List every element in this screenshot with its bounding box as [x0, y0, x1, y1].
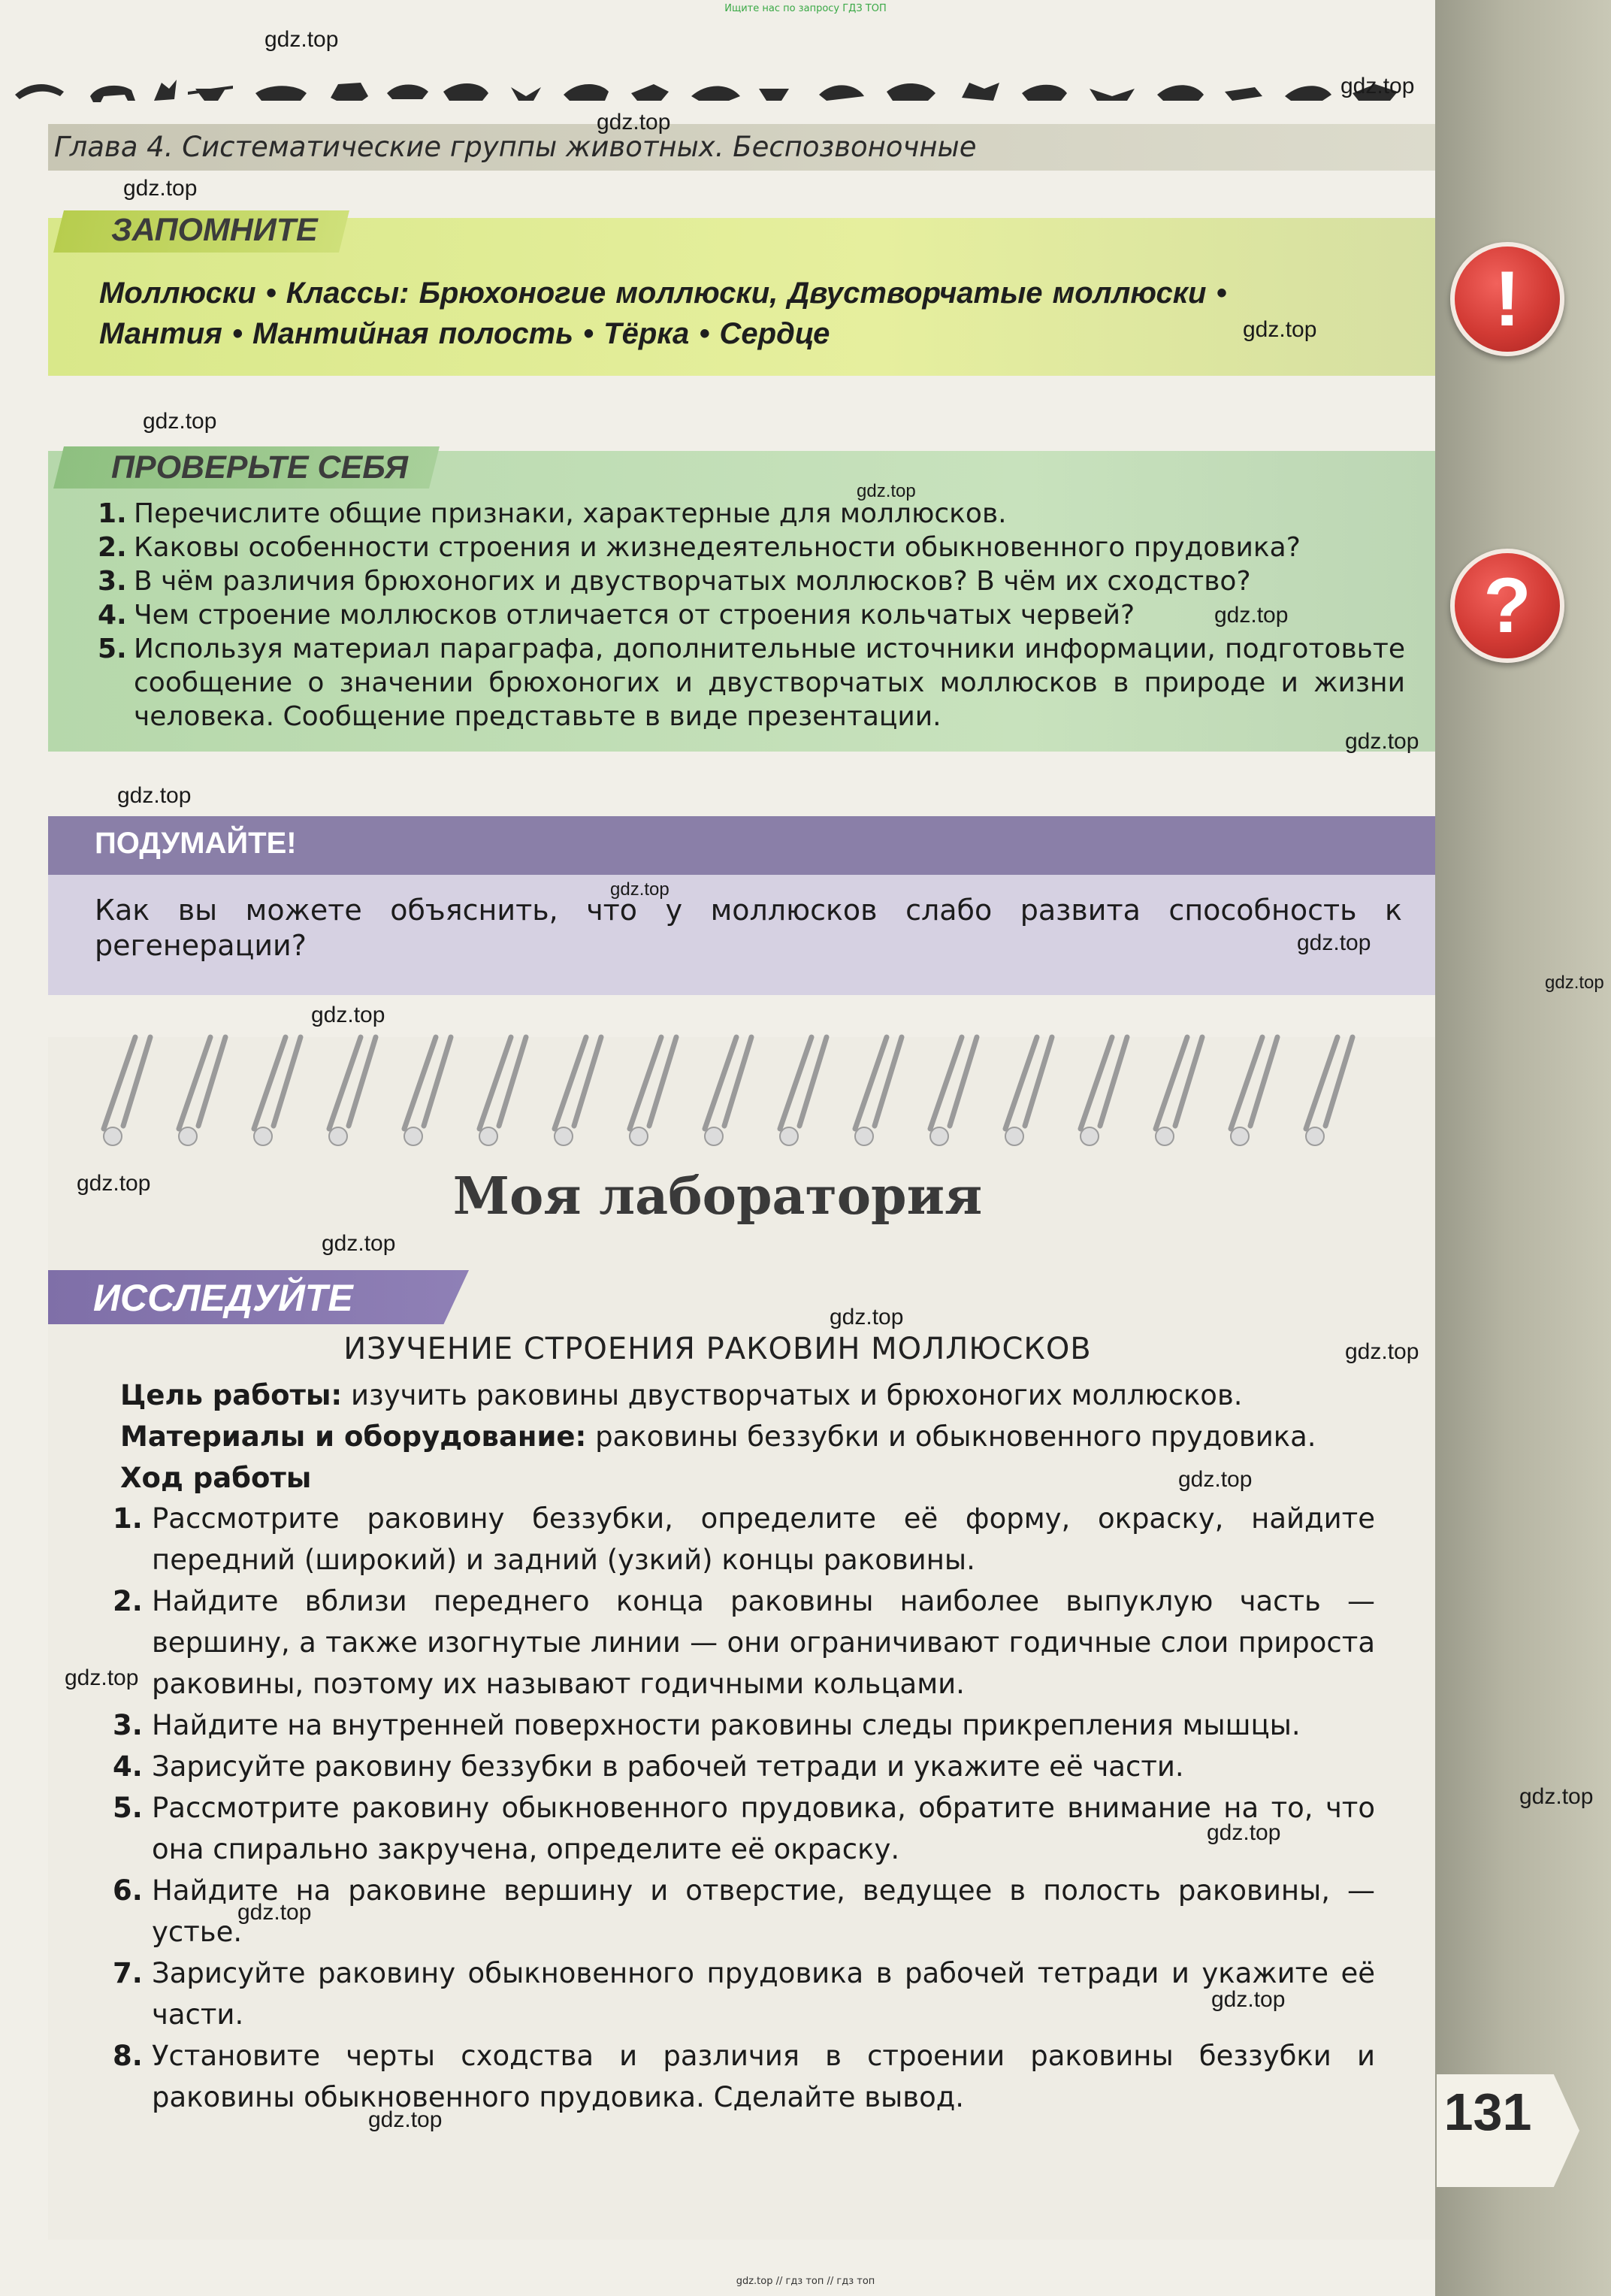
watermark: gdz.top [123, 176, 198, 201]
materials-text: раковины беззубки и обыкновенного прудовика. [595, 1420, 1316, 1453]
question-text: Используя материал параграфа, дополнительные источники информации, подготовьте сообщение о значении брюхоногих и двустворчатых моллюсков в природе и жизни человека. Сообщение представьте в виде презентации. [134, 634, 1405, 732]
step-number: 4. [113, 1750, 143, 1783]
animal-silhouettes-strip [8, 66, 1420, 113]
lab-goal [120, 1379, 1243, 1411]
lab-materials [120, 1420, 1316, 1453]
watermark: gdz.top [1243, 317, 1317, 342]
watermark: gdz.top [1207, 1820, 1281, 1845]
lab-step [113, 1581, 1375, 1705]
watermark: gdz.top [1345, 729, 1419, 754]
watermark: gdz.top [1545, 973, 1604, 993]
lab-subtitle: ИЗУЧЕНИЕ СТРОЕНИЯ РАКОВИН МОЛЛЮСКОВ [343, 1332, 1092, 1366]
watermark: gdz.top [1214, 603, 1289, 628]
question-text: В чём различия брюхоногих и двустворчатых моллюсков? В чём их сходство? [134, 566, 1251, 597]
procedure-label: Ход работы [120, 1462, 312, 1494]
explore-title: ИССЛЕДУЙТЕ [93, 1277, 353, 1319]
question-number: 4. [98, 600, 127, 631]
watermark: gdz.top [1340, 74, 1415, 98]
lab-step [113, 1746, 1375, 1787]
watermark: gdz.top [1297, 930, 1371, 955]
notebook-spiral-binding [90, 1031, 1383, 1159]
chapter-title: Глава 4. Систематические группы животных. Беспозвоночные [54, 131, 977, 163]
watermark: gdz.top [322, 1231, 396, 1256]
watermark: gdz.top [1211, 1987, 1286, 2012]
goal-text: изучить раковины двустворчатых и брюхоногих моллюсков. [350, 1379, 1243, 1411]
watermark: gdz.top [857, 481, 916, 501]
watermark: gdz.top [1178, 1467, 1253, 1492]
step-number: 6. [113, 1874, 143, 1907]
lab-title: Моя лаборатория [452, 1166, 983, 1227]
question-number: 2. [98, 532, 127, 563]
watermark: gdz.top [143, 409, 217, 434]
footer-links: gdz.top // гдз топ // гдз топ [736, 2276, 875, 2287]
question-item [98, 497, 1405, 531]
question-number: 5. [98, 634, 127, 664]
watermark: gdz.top [77, 1171, 151, 1196]
watermark: gdz.top [368, 2107, 443, 2132]
watermark: gdz.top [597, 110, 671, 135]
materials-label: Материалы и оборудование: [120, 1420, 587, 1453]
step-number: 7. [113, 1957, 143, 1989]
question-text: Перечислите общие признаки, характерные для моллюсков. [134, 498, 1007, 529]
question-item [98, 531, 1405, 564]
question-item [98, 564, 1405, 598]
remember-title: ЗАПОМНИТЕ [111, 212, 318, 248]
question-number: 1. [98, 498, 127, 529]
watermark: gdz.top [311, 1003, 385, 1027]
question-icon: ? [1450, 549, 1564, 663]
watermark: gdz.top [65, 1665, 139, 1690]
step-number: 3. [113, 1709, 143, 1741]
exclamation-icon: ! [1450, 242, 1564, 356]
lab-step [113, 1787, 1375, 1870]
question-number: 3. [98, 566, 127, 597]
remember-terms-line-2: Мантия • Мантийная полость • Тёрка • Сердце [99, 317, 830, 350]
step-text: Найдите на раковине вершину и отверстие, ведущее в полость раковины, — устье. [152, 1874, 1375, 1948]
watermark: gdz.top [610, 879, 669, 900]
lab-step [113, 1705, 1375, 1746]
watermark: gdz.top [237, 1900, 312, 1925]
watermark: gdz.top [117, 783, 192, 808]
question-item [98, 598, 1405, 632]
step-number: 2. [113, 1585, 143, 1617]
lab-step [113, 1498, 1375, 1581]
page-number: 131 [1443, 2083, 1532, 2141]
watermark: gdz.top [830, 1305, 904, 1330]
step-text: Найдите на внутренней поверхности раковины следы прикрепления мышцы. [152, 1709, 1301, 1741]
step-number: 1. [113, 1502, 143, 1535]
step-number: 5. [113, 1792, 143, 1824]
step-text: Рассмотрите раковину беззубки, определите её форму, окраску, найдите передний (широкий) и задний (узкий) концы раковины. [152, 1502, 1375, 1576]
step-text: Установите черты сходства и различия в строении раковины беззубки и раковины обыкновенного прудовика. Сделайте вывод. [152, 2040, 1375, 2113]
check-title: ПРОВЕРЬТЕ СЕБЯ [111, 449, 408, 486]
remember-terms-line-1: Моллюски • Классы: Брюхоногие моллюски, Двустворчатые моллюски • [99, 277, 1227, 310]
watermark: gdz.top [1345, 1339, 1419, 1364]
goal-label: Цель работы: [120, 1379, 343, 1411]
watermark: gdz.top [1519, 1784, 1594, 1809]
question-text: Каковы особенности строения и жизнедеятельности обыкновенного прудовика? [134, 532, 1301, 563]
question-item [98, 632, 1405, 734]
step-text: Рассмотрите раковину обыкновенного прудовика, обратите внимание на то, что она спирально закручена, определите её окраску. [152, 1792, 1375, 1865]
lab-step [113, 1953, 1375, 2035]
step-number: 8. [113, 2040, 143, 2072]
step-text: Найдите вблизи переднего конца раковины наиболее выпуклую часть — вершину, а также изогнутые линии — они ограничивают годичные слои прироста раковины, поэтому их называют годичными кольцами. [152, 1585, 1375, 1700]
watermark: gdz.top [264, 27, 339, 52]
question-text: Чем строение моллюсков отличается от строения кольчатых червей? [134, 600, 1135, 631]
top-search-hint: Ищите нас по запросу ГДЗ ТОП [724, 3, 887, 14]
lab-step [113, 2035, 1375, 2118]
step-text: Зарисуйте раковину беззубки в рабочей тетради и укажите её части. [152, 1750, 1184, 1783]
step-text: Зарисуйте раковину обыкновенного прудовика в рабочей тетради и укажите её части. [152, 1957, 1375, 2031]
think-title: ПОДУМАЙТЕ! [95, 827, 297, 860]
think-question: Как вы можете объяснить, что у моллюсков слабо развита способность к регенерации? [95, 894, 1402, 962]
